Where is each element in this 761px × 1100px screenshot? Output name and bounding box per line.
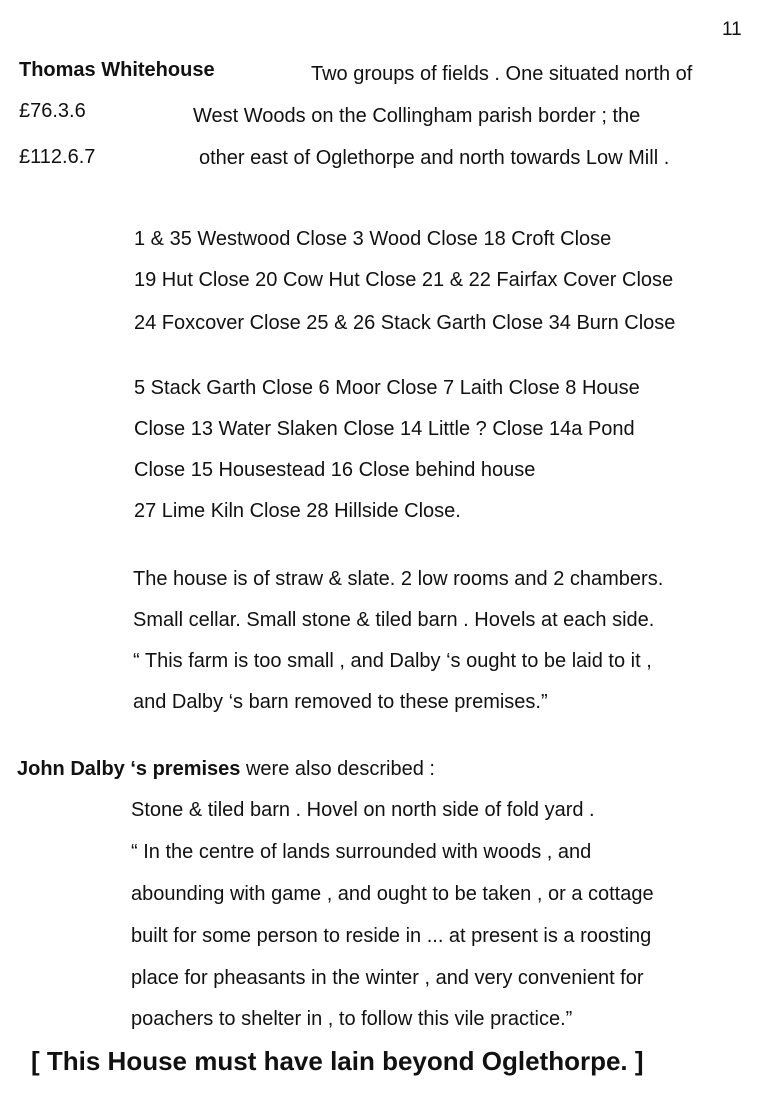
owner-description-line: West Woods on the Collingham parish border ; the — [193, 105, 641, 127]
house-description-line: Small cellar. Small stone & tiled barn . Hovels at each side. — [133, 609, 655, 631]
dalby-heading — [17, 757, 435, 781]
closing-note: [ This House must have lain beyond Oglethorpe. ] — [31, 1046, 644, 1076]
house-description-line: “ This farm is too small , and Dalby ‘s ought to be laid to it , — [133, 650, 652, 672]
owner-value-2: £112.6.7 — [19, 146, 96, 168]
owner-description-line: Two groups of fields . One situated north of — [311, 63, 693, 85]
closes-group-2-line: Close 13 Water Slaken Close 14 Little ? Close 14a Pond — [134, 418, 635, 440]
dalby-heading-bold: John Dalby ‘s premises — [17, 758, 241, 780]
owner-value-1: £76.3.6 — [19, 100, 86, 122]
dalby-line: “ In the centre of lands surrounded with woods , and — [131, 841, 592, 863]
dalby-line: built for some person to reside in ... at present is a roosting — [131, 925, 652, 947]
owner-description-line: other east of Oglethorpe and north towards Low Mill . — [199, 147, 670, 169]
closes-group-1-line: 19 Hut Close 20 Cow Hut Close 21 & 22 Fairfax Cover Close — [134, 269, 674, 291]
house-description-line: and Dalby ‘s barn removed to these premises.” — [133, 691, 548, 713]
closes-group-2-line: 27 Lime Kiln Close 28 Hillside Close. — [134, 500, 461, 522]
closes-group-2-line: Close 15 Housestead 16 Close behind house — [134, 459, 536, 481]
dalby-heading-rest: were also described : — [245, 758, 435, 780]
dalby-line: place for pheasants in the winter , and very convenient for — [131, 967, 644, 989]
dalby-line: poachers to shelter in , to follow this vile practice.” — [131, 1008, 573, 1030]
house-description-line: The house is of straw & slate. 2 low rooms and 2 chambers. — [133, 568, 664, 590]
owner-name: Thomas Whitehouse — [19, 59, 215, 81]
closes-group-2-line: 5 Stack Garth Close 6 Moor Close 7 Laith Close 8 House — [134, 377, 640, 399]
closes-group-1-line: 1 & 35 Westwood Close 3 Wood Close 18 Croft Close — [134, 228, 612, 250]
dalby-line: abounding with game , and ought to be taken , or a cottage — [131, 883, 654, 905]
closes-group-1-line: 24 Foxcover Close 25 & 26 Stack Garth Close 34 Burn Close — [134, 312, 676, 334]
page-number: 11 — [722, 19, 742, 40]
dalby-line: Stone & tiled barn . Hovel on north side of fold yard . — [131, 799, 595, 821]
